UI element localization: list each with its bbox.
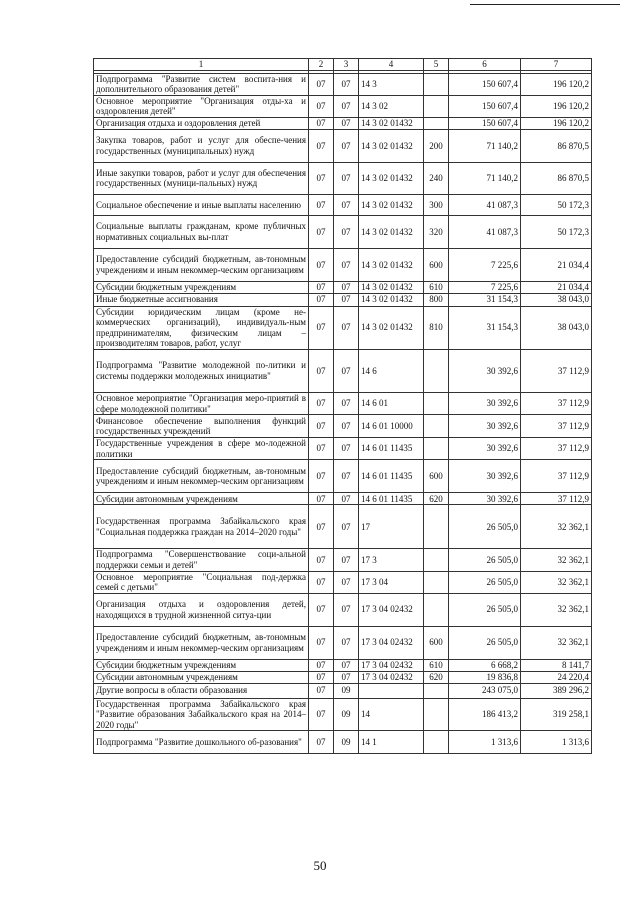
row-expense-type-cell: 240	[424, 162, 449, 194]
row-target-code-cell: 14 3 02 01432	[359, 194, 424, 215]
row-expense-type-cell	[424, 117, 449, 129]
table-row	[94, 438, 592, 460]
table-row	[94, 306, 592, 349]
row-sum-2017-cell: 26 505,0	[449, 626, 521, 659]
row-sum-2018-cell: 32 362,1	[521, 593, 592, 626]
row-subsection-cell: 07	[334, 415, 359, 438]
row-name-cell: Субсидии бюджетным учреждениям	[94, 659, 309, 671]
row-sum-2018-cell: 38 043,0	[521, 306, 592, 349]
row-target-code-cell: 14 6 01 11435	[359, 460, 424, 493]
row-section-cell: 07	[309, 493, 334, 505]
row-section-cell: 07	[309, 281, 334, 293]
table-row	[94, 626, 592, 659]
row-sum-2017-cell: 30 392,6	[449, 349, 521, 392]
row-sum-2018-cell: 37 112,9	[521, 460, 592, 493]
row-target-code-cell	[359, 683, 424, 698]
row-section-cell: 07	[309, 129, 334, 162]
table-row	[94, 162, 592, 194]
row-subsection-cell: 07	[334, 95, 359, 117]
row-target-code-cell: 17 3 04 02432	[359, 626, 424, 659]
row-section-cell: 07	[309, 571, 334, 593]
row-sum-2017-cell: 7 225,6	[449, 248, 521, 281]
row-name-cell: Предоставление субсидий бюджетным, ав-тономным учреждениям и иным некоммер-ческим организациям	[94, 248, 309, 281]
row-name-cell: Основное мероприятие "Организация отды-ха и оздоровления детей"	[94, 95, 309, 117]
row-target-code-cell: 14 3	[359, 73, 424, 95]
row-section-cell: 07	[309, 248, 334, 281]
row-section-cell: 07	[309, 392, 334, 414]
row-expense-type-cell	[424, 349, 449, 392]
row-target-code-cell: 14 3 02 01432	[359, 117, 424, 129]
row-subsection-cell: 07	[334, 194, 359, 215]
row-expense-type-cell	[424, 731, 449, 754]
row-section-cell: 07	[309, 731, 334, 754]
row-target-code-cell: 14 3 02 01432	[359, 215, 424, 248]
table-row	[94, 215, 592, 248]
row-section-cell: 07	[309, 117, 334, 129]
row-sum-2018-cell: 32 362,1	[521, 505, 592, 549]
row-sum-2018-cell: 389 296,2	[521, 683, 592, 698]
row-expense-type-cell: 300	[424, 194, 449, 215]
row-expense-type-cell	[424, 392, 449, 414]
row-section-cell: 07	[309, 626, 334, 659]
row-section-cell: 07	[309, 293, 334, 306]
row-section-cell: 07	[309, 698, 334, 731]
table-row	[94, 549, 592, 571]
table-row	[94, 683, 592, 698]
row-subsection-cell: 09	[334, 683, 359, 698]
row-section-cell: 07	[309, 505, 334, 549]
row-name-cell: Государственная программа Забайкальского края "Социальная поддержка граждан на 2014–2020 годы"	[94, 505, 309, 549]
row-name-cell: Подпрограмма "Развитие дошкольного об-разования"	[94, 731, 309, 754]
row-sum-2017-cell: 186 413,2	[449, 698, 521, 731]
row-sum-2017-cell: 26 505,0	[449, 593, 521, 626]
row-name-cell: Основное мероприятие "Организация меро-приятий в сфере молодежной политики"	[94, 392, 309, 414]
row-section-cell: 07	[309, 438, 334, 460]
row-expense-type-cell: 620	[424, 493, 449, 505]
row-sum-2017-cell: 31 154,3	[449, 293, 521, 306]
row-subsection-cell: 07	[334, 117, 359, 129]
table-header-row	[94, 59, 592, 71]
row-subsection-cell: 09	[334, 731, 359, 754]
row-name-cell: Социальное обеспечение и иные выплаты населению	[94, 194, 309, 215]
row-target-code-cell: 14 6 01 11435	[359, 438, 424, 460]
row-target-code-cell: 14 3 02 01432	[359, 293, 424, 306]
row-name-cell: Другие вопросы в области образования	[94, 683, 309, 698]
row-sum-2017-cell: 26 505,0	[449, 505, 521, 549]
row-subsection-cell: 07	[334, 438, 359, 460]
row-expense-type-cell: 320	[424, 215, 449, 248]
row-name-cell: Субсидии юридическим лицам (кроме не-коммерческих организаций), индивидуаль-ным предпринимателям, физическим лицам – производителям товаров, работ, услуг	[94, 306, 309, 349]
row-sum-2018-cell: 1 313,6	[521, 731, 592, 754]
row-subsection-cell: 07	[334, 493, 359, 505]
row-sum-2018-cell: 32 362,1	[521, 549, 592, 571]
row-sum-2017-cell: 41 087,3	[449, 215, 521, 248]
row-sum-2017-cell: 150 607,4	[449, 117, 521, 129]
row-sum-2018-cell: 32 362,1	[521, 626, 592, 659]
row-subsection-cell: 07	[334, 129, 359, 162]
row-subsection-cell: 07	[334, 215, 359, 248]
row-subsection-cell: 07	[334, 659, 359, 671]
table-row	[94, 571, 592, 593]
row-section-cell: 07	[309, 415, 334, 438]
table-row	[94, 194, 592, 215]
row-expense-type-cell: 200	[424, 129, 449, 162]
row-target-code-cell: 14 3 02 01432	[359, 129, 424, 162]
row-sum-2018-cell: 37 112,9	[521, 392, 592, 414]
row-sum-2018-cell: 50 172,3	[521, 215, 592, 248]
table-row	[94, 281, 592, 293]
row-expense-type-cell	[424, 73, 449, 95]
row-sum-2017-cell: 41 087,3	[449, 194, 521, 215]
table-row	[94, 671, 592, 683]
row-subsection-cell: 07	[334, 571, 359, 593]
row-sum-2018-cell: 319 258,1	[521, 698, 592, 731]
row-expense-type-cell	[424, 505, 449, 549]
row-sum-2017-cell: 30 392,6	[449, 392, 521, 414]
row-section-cell: 07	[309, 549, 334, 571]
row-section-cell: 07	[309, 306, 334, 349]
row-sum-2017-cell: 30 392,6	[449, 438, 521, 460]
row-sum-2018-cell: 37 112,9	[521, 415, 592, 438]
row-subsection-cell: 07	[334, 349, 359, 392]
row-target-code-cell: 14 3 02 01432	[359, 281, 424, 293]
row-expense-type-cell: 610	[424, 659, 449, 671]
row-expense-type-cell: 610	[424, 281, 449, 293]
row-sum-2018-cell: 196 120,2	[521, 95, 592, 117]
row-name-cell: Субсидии автономным учреждениям	[94, 493, 309, 505]
row-sum-2018-cell: 196 120,2	[521, 73, 592, 95]
row-subsection-cell: 07	[334, 671, 359, 683]
row-expense-type-cell	[424, 549, 449, 571]
row-target-code-cell: 14 6 01	[359, 392, 424, 414]
top-rule	[470, 4, 620, 5]
budget-table	[93, 58, 592, 754]
row-target-code-cell: 14 3 02 01432	[359, 162, 424, 194]
row-target-code-cell: 14	[359, 698, 424, 731]
row-target-code-cell: 14 6 01 10000	[359, 415, 424, 438]
row-subsection-cell: 07	[334, 73, 359, 95]
row-subsection-cell: 07	[334, 505, 359, 549]
row-sum-2017-cell: 31 154,3	[449, 306, 521, 349]
row-target-code-cell: 14 6 01 11435	[359, 493, 424, 505]
row-subsection-cell: 07	[334, 281, 359, 293]
row-expense-type-cell: 620	[424, 671, 449, 683]
row-subsection-cell: 07	[334, 549, 359, 571]
row-sum-2018-cell: 50 172,3	[521, 194, 592, 215]
table-row	[94, 698, 592, 731]
row-target-code-cell: 17 3 04	[359, 571, 424, 593]
row-section-cell: 07	[309, 73, 334, 95]
row-subsection-cell: 07	[334, 293, 359, 306]
row-section-cell: 07	[309, 95, 334, 117]
row-expense-type-cell	[424, 438, 449, 460]
header-cell-3: 3	[334, 59, 359, 71]
row-name-cell: Субсидии бюджетным учреждениям	[94, 281, 309, 293]
row-expense-type-cell: 600	[424, 460, 449, 493]
row-sum-2017-cell: 30 392,6	[449, 493, 521, 505]
row-expense-type-cell: 800	[424, 293, 449, 306]
row-sum-2017-cell: 26 505,0	[449, 549, 521, 571]
row-sum-2018-cell: 196 120,2	[521, 117, 592, 129]
row-sum-2017-cell: 26 505,0	[449, 571, 521, 593]
row-name-cell: Социальные выплаты гражданам, кроме публичных нормативных социальных вы-плат	[94, 215, 309, 248]
row-subsection-cell: 09	[334, 698, 359, 731]
table-row	[94, 349, 592, 392]
header-cell-2: 2	[309, 59, 334, 71]
row-section-cell: 07	[309, 162, 334, 194]
row-sum-2018-cell: 37 112,9	[521, 493, 592, 505]
row-name-cell: Иные закупки товаров, работ и услуг для обеспечения государственных (муници-пальных) нужд	[94, 162, 309, 194]
row-sum-2018-cell: 86 870,5	[521, 129, 592, 162]
table-row	[94, 493, 592, 505]
row-target-code-cell: 14 1	[359, 731, 424, 754]
row-expense-type-cell: 600	[424, 248, 449, 281]
table-row	[94, 248, 592, 281]
row-section-cell: 07	[309, 659, 334, 671]
row-section-cell: 07	[309, 349, 334, 392]
row-name-cell: Организация отдыха и оздоровления детей	[94, 117, 309, 129]
row-sum-2018-cell: 38 043,0	[521, 293, 592, 306]
row-subsection-cell: 07	[334, 306, 359, 349]
header-cell-6: 6	[449, 59, 521, 71]
row-sum-2017-cell: 71 140,2	[449, 129, 521, 162]
row-name-cell: Подпрограмма "Развитие систем воспита-ния и дополнительного образования детей"	[94, 73, 309, 95]
row-name-cell: Государственная программа Забайкальского края "Развитие образования Забайкальского края на 2014–2020 годы"	[94, 698, 309, 731]
row-expense-type-cell	[424, 571, 449, 593]
row-section-cell: 07	[309, 683, 334, 698]
row-section-cell: 07	[309, 593, 334, 626]
table-row	[94, 95, 592, 117]
row-expense-type-cell	[424, 683, 449, 698]
row-subsection-cell: 07	[334, 460, 359, 493]
row-expense-type-cell	[424, 698, 449, 731]
table-row	[94, 117, 592, 129]
row-target-code-cell: 14 3 02 01432	[359, 248, 424, 281]
row-name-cell: Организация отдыха и оздоровления детей, находящихся в трудной жизненной ситуа-ции	[94, 593, 309, 626]
row-name-cell: Основное мероприятие "Социальная под-держка семей с детьми"	[94, 571, 309, 593]
row-name-cell: Закупка товаров, работ и услуг для обеспе-чения государственных (муниципальных) нужд	[94, 129, 309, 162]
row-name-cell: Предоставление субсидий бюджетным, ав-тономным учреждениям и иным некоммер-ческим организациям	[94, 460, 309, 493]
header-cell-5: 5	[424, 59, 449, 71]
row-name-cell: Иные бюджетные ассигнования	[94, 293, 309, 306]
row-target-code-cell: 17 3	[359, 549, 424, 571]
row-sum-2018-cell: 24 220,4	[521, 671, 592, 683]
row-target-code-cell: 17	[359, 505, 424, 549]
row-section-cell: 07	[309, 194, 334, 215]
row-sum-2018-cell: 21 034,4	[521, 248, 592, 281]
row-expense-type-cell	[424, 593, 449, 626]
row-sum-2017-cell: 243 075,0	[449, 683, 521, 698]
row-name-cell: Финансовое обеспечение выполнения функций государственных учреждений	[94, 415, 309, 438]
row-sum-2017-cell: 71 140,2	[449, 162, 521, 194]
row-name-cell: Предоставление субсидий бюджетным, ав-тономным учреждениям и иным некоммер-ческим организациям	[94, 626, 309, 659]
row-sum-2018-cell: 8 141,7	[521, 659, 592, 671]
row-section-cell: 07	[309, 671, 334, 683]
table-row	[94, 129, 592, 162]
row-section-cell: 07	[309, 215, 334, 248]
row-sum-2017-cell: 7 225,6	[449, 281, 521, 293]
row-subsection-cell: 07	[334, 248, 359, 281]
row-name-cell: Субсидии автономным учреждениям	[94, 671, 309, 683]
page-number: 50	[313, 858, 327, 873]
row-name-cell: Государственные учреждения в сфере мо-лодежной политики	[94, 438, 309, 460]
row-sum-2018-cell: 21 034,4	[521, 281, 592, 293]
table-body	[94, 59, 592, 754]
row-expense-type-cell	[424, 415, 449, 438]
row-sum-2018-cell: 86 870,5	[521, 162, 592, 194]
row-expense-type-cell: 810	[424, 306, 449, 349]
table-row	[94, 73, 592, 95]
row-target-code-cell: 14 6	[359, 349, 424, 392]
row-sum-2017-cell: 30 392,6	[449, 415, 521, 438]
row-sum-2017-cell: 150 607,4	[449, 73, 521, 95]
table-row	[94, 731, 592, 754]
row-sum-2018-cell: 37 112,9	[521, 438, 592, 460]
row-target-code-cell: 14 3 02	[359, 95, 424, 117]
row-target-code-cell: 17 3 04 02432	[359, 671, 424, 683]
row-section-cell: 07	[309, 460, 334, 493]
table-row	[94, 659, 592, 671]
row-subsection-cell: 07	[334, 392, 359, 414]
row-sum-2017-cell: 30 392,6	[449, 460, 521, 493]
row-sum-2017-cell: 150 607,4	[449, 95, 521, 117]
table-row	[94, 293, 592, 306]
row-name-cell: Подпрограмма "Развитие молодежной по-литики и системы поддержки молодежных инициатив"	[94, 349, 309, 392]
header-cell-7: 7	[521, 59, 592, 71]
table-row	[94, 593, 592, 626]
row-name-cell: Подпрограмма "Совершенствование соци-альной поддержки семьи и детей"	[94, 549, 309, 571]
row-sum-2017-cell: 19 836,8	[449, 671, 521, 683]
header-cell-4: 4	[359, 59, 424, 71]
header-cell-1: 1	[94, 59, 309, 71]
row-sum-2017-cell: 6 668,2	[449, 659, 521, 671]
table-row	[94, 392, 592, 414]
row-subsection-cell: 07	[334, 593, 359, 626]
row-expense-type-cell	[424, 95, 449, 117]
row-target-code-cell: 14 3 02 01432	[359, 306, 424, 349]
table-row	[94, 415, 592, 438]
row-subsection-cell: 07	[334, 162, 359, 194]
table-row	[94, 505, 592, 549]
table-row	[94, 460, 592, 493]
row-sum-2017-cell: 1 313,6	[449, 731, 521, 754]
row-target-code-cell: 17 3 04 02432	[359, 659, 424, 671]
row-expense-type-cell: 600	[424, 626, 449, 659]
row-sum-2018-cell: 32 362,1	[521, 571, 592, 593]
row-target-code-cell: 17 3 04 02432	[359, 593, 424, 626]
row-subsection-cell: 07	[334, 626, 359, 659]
row-sum-2018-cell: 37 112,9	[521, 349, 592, 392]
